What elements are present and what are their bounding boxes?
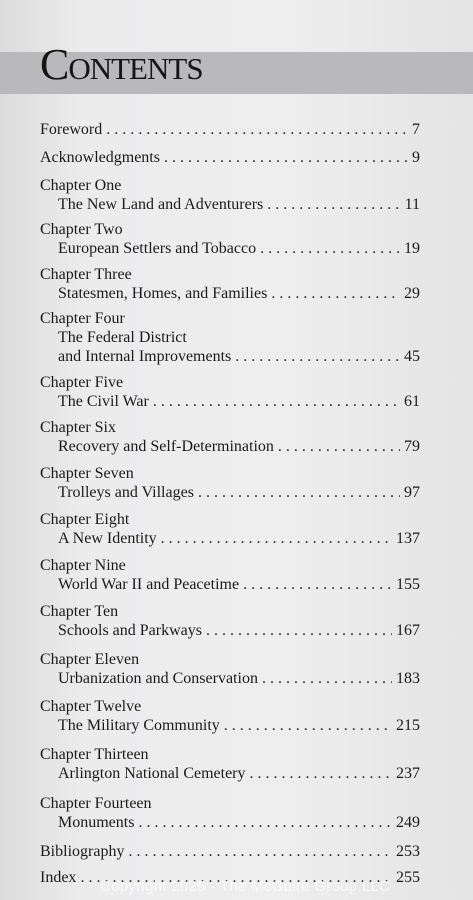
chapter-label: Chapter Six	[40, 419, 116, 436]
dot-leader	[138, 813, 392, 832]
entry-title: European Settlers and Tobacco	[58, 240, 257, 257]
dot-leader	[271, 284, 400, 303]
entry-title: Acknowledgments	[40, 149, 160, 166]
page-number: 137	[396, 530, 420, 547]
chapter-label: Chapter Nine	[40, 557, 126, 574]
page-number: 167	[396, 622, 420, 639]
entry-title: Bibliography	[40, 843, 125, 860]
chapter-label: Chapter Fourteen	[40, 795, 152, 812]
dot-leader	[278, 437, 400, 456]
entry-title: Schools and Parkways	[58, 622, 202, 639]
entry-title-line: The Federal District	[58, 329, 187, 346]
chapter-label: Chapter Eleven	[40, 651, 140, 668]
dot-leader	[206, 621, 392, 640]
entry-title: Statesmen, Homes, and Families	[58, 285, 268, 302]
dot-leader	[267, 195, 400, 214]
page-number: 9	[412, 149, 420, 166]
page-title: Contents	[40, 40, 203, 89]
dot-leader	[106, 120, 408, 139]
entry-title: The New Land and Adventurers	[58, 196, 264, 213]
dot-leader	[260, 239, 400, 258]
chapter-label: Chapter Ten	[40, 603, 119, 620]
chapter-label: Chapter Thirteen	[40, 746, 149, 763]
entry-title: Foreword	[40, 121, 103, 138]
chapter-label: Chapter Twelve	[40, 698, 142, 715]
entry-title: Trolleys and Villages	[58, 484, 194, 501]
page-number: 255	[396, 869, 420, 886]
entry-title: Arlington National Cemetery	[58, 765, 246, 782]
page-number: 45	[404, 348, 420, 365]
page-number: 183	[396, 670, 420, 687]
chapter-label: Chapter One	[40, 177, 122, 194]
chapter-label: Chapter Three	[40, 266, 132, 283]
page-number: 11	[404, 196, 420, 213]
entry-title: Index	[40, 869, 77, 886]
entry-title: The Military Community	[58, 717, 220, 734]
page-number: 155	[396, 576, 420, 593]
page-number: 215	[396, 717, 420, 734]
dot-leader	[164, 148, 408, 167]
page-number: 237	[396, 765, 420, 782]
page-number: 61	[404, 393, 420, 410]
page-number: 253	[396, 843, 420, 860]
entry-title: The Civil War	[58, 393, 149, 410]
page-number: 97	[404, 484, 420, 501]
dot-leader	[262, 669, 392, 688]
chapter-label: Chapter Seven	[40, 465, 134, 482]
dot-leader	[250, 764, 392, 783]
dot-leader	[153, 392, 400, 411]
dot-leader	[161, 529, 392, 548]
entry-title: World War II and Peacetime	[58, 576, 240, 593]
copyright-watermark: Copyright 2025 · The McGuire Group LLC	[100, 878, 391, 895]
page-number: 79	[404, 438, 420, 455]
page-number: 19	[404, 240, 420, 257]
entry-title: and Internal Improvements	[58, 348, 232, 365]
dot-leader	[128, 842, 392, 861]
entry-title: Recovery and Self-Determination	[58, 438, 274, 455]
dot-leader	[224, 716, 392, 735]
chapter-label: Chapter Four	[40, 310, 125, 327]
page-number: 7	[412, 121, 420, 138]
dot-leader	[235, 347, 400, 366]
entry-title: A New Identity	[58, 530, 157, 547]
dot-leader	[198, 483, 400, 502]
page-number: 29	[404, 285, 420, 302]
chapter-label: Chapter Eight	[40, 511, 130, 528]
dot-leader	[243, 575, 392, 594]
chapter-label: Chapter Two	[40, 221, 123, 238]
chapter-label: Chapter Five	[40, 374, 124, 391]
entry-title: Urbanization and Conservation	[58, 670, 258, 687]
entry-title: Monuments	[58, 814, 135, 831]
page-number: 249	[396, 814, 420, 831]
